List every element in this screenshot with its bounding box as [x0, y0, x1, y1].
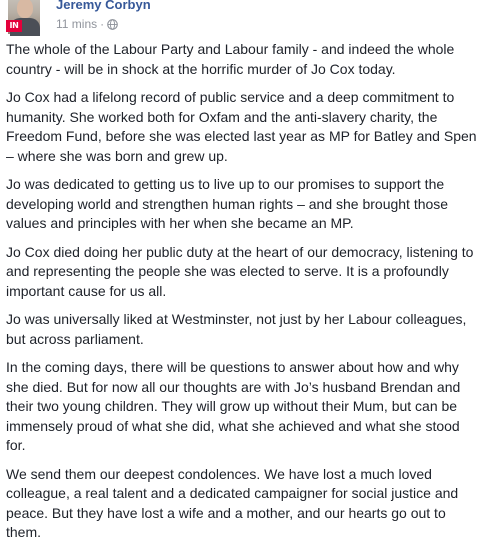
post-paragraph: Jo was dedicated to getting us to live up to our promises to support the developing world and strengthen human rights – and she brought those values and principles with her when she became an MP.	[6, 176, 449, 231]
post-paragraph: Jo Cox died doing her public duty at the heart of our democracy, listening to and representing the people she was elected to serve. It is a profoundly important cause for us all.	[6, 243, 474, 299]
globe-icon[interactable]	[107, 18, 118, 34]
meta-separator: ·	[100, 17, 105, 31]
post-paragraph: In the coming days, there will be questions to answer about how and why she died. But for now all our thoughts are with Jo’s husband Brendan and their two young children. They will grow up without their Mum, but can be immensely proud of what she did, what she achieved and what she stood for.	[6, 359, 461, 453]
post-header	[0, 0, 484, 36]
post-paragraph: The whole of the Labour Party and Labour family - and indeed the whole country - will be in shock at the horrific murder of Jo Cox today.	[6, 41, 455, 77]
labour-badge: IN	[6, 20, 22, 32]
post-paragraph: Jo was universally liked at Westminster, not just by her Labour colleagues, but across parliament.	[6, 311, 467, 347]
post-paragraph: We send them our deepest condolences. We have lost a much loved colleague, a real talent and a dedicated campaigner for social justice and peace. But they have lost a wife and a mother, and our hearts go out to them.	[6, 465, 459, 540]
avatar-face	[17, 0, 33, 18]
post-meta	[56, 16, 118, 34]
author-name[interactable]: Jeremy Corbyn	[56, 0, 151, 12]
post-timestamp[interactable]: 11 mins	[56, 17, 98, 31]
post-paragraph: Jo Cox had a lifelong record of public service and a deep commitment to humanity. She worked both for Oxfam and the anti-slavery charity, the Freedom Fund, before she was elected last year as MP for Batley and Spen – where she was born and grew up.	[6, 89, 477, 164]
post-body	[6, 40, 480, 552]
